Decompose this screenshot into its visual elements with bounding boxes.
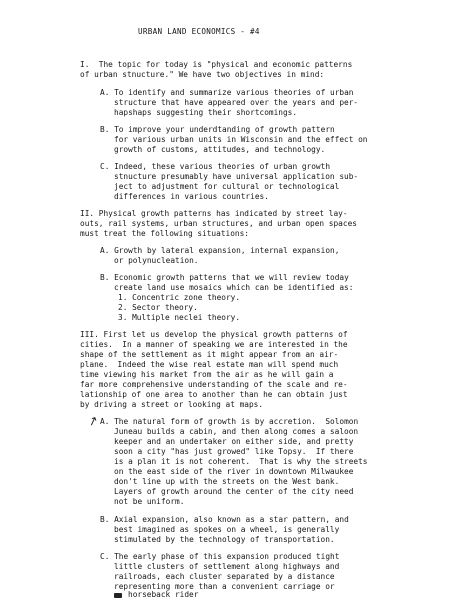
handwritten-arrow-icon: ↗ [85,412,101,430]
text-line: for various urban units in Wisconsin and the effect on [114,135,368,144]
text-line: not be uniform. [114,497,185,506]
text-line: II. Physical growth patterns has indicated by street lay- [80,209,348,218]
text-line: Juneau builds a cabin, and then along comes a saloon [114,427,359,436]
text-line: time viewing his market from the air as he will gain a [80,370,334,379]
text-line: shape of the settlement as it might appear from an air- [80,350,339,359]
ink-blot-icon [114,593,122,598]
text-line: B. Economic growth patterns that we will review today [100,273,349,282]
text-line: C. Indeed, these various theories of urban growth [100,162,331,171]
text-line: Layers of growth around the center of the city need [114,487,354,496]
text-line: on the east side of the river in downtown Milwaukee [114,467,354,476]
text-line: little clusters of settlement along highways and [114,562,340,571]
text-line: of urban stnucture." We have two objectives in mind: [80,70,325,79]
text-line: railroads, each cluster separated by a distance [114,572,335,581]
text-line: keeper and an undertaker on either side, and pretty [114,437,354,446]
text-line: plane. Indeed the wise real estate man will spend much [80,360,339,369]
text-line: A. To identify and summarize various theories of urban [100,88,354,97]
text-line: 3. Multiple neclei theory. [118,313,241,322]
text-line: B. To improve your underdtanding of growth pattern [100,125,335,134]
text-line: create land use mosaics which can be identified as: [114,283,354,292]
text-line: A. Growth by lateral expansion, internal expansion, [100,246,340,255]
text-line: lationship of one area to another than he can obtain just [80,390,348,399]
text-line: 2. Sector theory. [118,303,198,312]
text-line: stimulated by the technology of transportation. [114,535,335,544]
text-line: or polynucleation. [114,256,199,265]
text-line: structure that have appeared over the years and per- [114,98,359,107]
text-line: is a plan it is not coherent. That is why the streets [114,457,368,466]
text-line: differences in various countries. [114,192,269,201]
text-line: outs, rail systems, urban structures, and urban open spaces [80,219,357,228]
text-line: soon a city "has just growed" like Topsy. If there [114,447,354,456]
text-line: stnucture presumably have universal application sub- [114,172,359,181]
text-line: don't line up with the streets on the West bank. [114,477,340,486]
text-line: horseback rider [128,590,199,599]
text-line: growth of customs, attitudes, and technology. [114,145,326,154]
text-line: A. The natural form of growth is by accretion. Solomon [100,417,359,426]
text-line: 1. Concentric zone theory. [118,293,241,302]
text-line: III. First let us develop the physical growth patterns of [80,330,348,339]
text-line: far more comprehensive understanding of the scale and re- [80,380,348,389]
text-line: must treat the following situations: [80,229,249,238]
text-line: hapshaps suggesting their shortcomings. [114,108,298,117]
text-line: cities. In a manner of speaking we are interested in the [80,340,348,349]
text-line: by driving a street or looking at maps. [80,400,264,409]
text-line: C. The early phase of this expansion produced tight [100,552,340,561]
text-line: I. The topic for today is "physical and economic patterns [80,60,353,69]
text-line: B. Axial expansion, also known as a star pattern, and [100,515,349,524]
page-title: URBAN LAND ECONOMICS - #4 [138,27,260,36]
text-line: best imagined as spokes on a wheel, is generally [114,525,340,534]
text-line: representing more than a convenient carriage or [114,582,335,591]
text-line: ject to adjustment for cultural or technological [114,182,340,191]
